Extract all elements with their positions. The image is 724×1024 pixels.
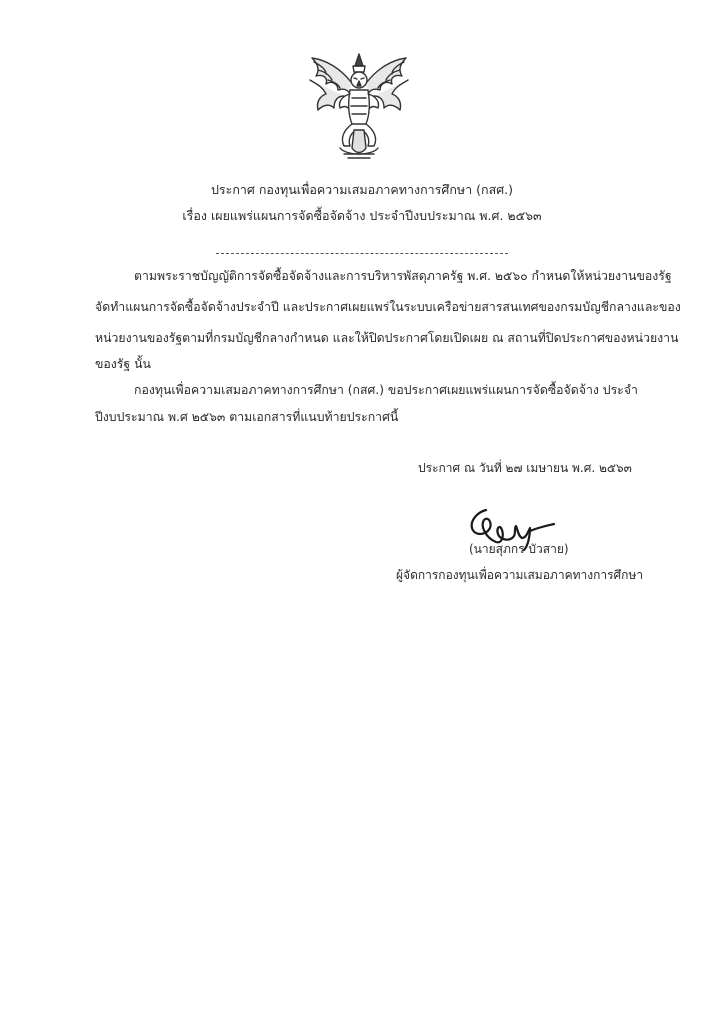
announcement-title: ประกาศ กองทุนเพื่อความเสมอภาคทางการศึกษา (กสศ.) bbox=[210, 182, 513, 197]
signer-name: (นายสุภกร บัวสาย) bbox=[469, 542, 569, 556]
signer-position: ผู้จัดการกองทุนเพื่อความเสมอภาคทางการศึกษา bbox=[396, 568, 644, 582]
divider bbox=[216, 253, 508, 254]
paragraph-1-line-2: จัดทำแผนการจัดซื้อจัดจ้างประจำปี และประกาศเผยแพร่ในระบบเครือข่ายสารสนเทศของกรมบัญชีกลางและของ bbox=[95, 300, 681, 314]
paragraph-1-line-4: ของรัฐ นั้น bbox=[95, 357, 151, 371]
paragraph-1-line-1: ตามพระราชบัญญัติการจัดซื้อจัดจ้างและการบริหารพัสดุภาครัฐ พ.ศ. ๒๕๖๐ กำหนดให้หน่วยงานของรัฐ bbox=[134, 269, 672, 283]
announcement-date: ประกาศ ณ วันที่ ๒๗ เมษายน พ.ศ. ๒๕๖๓ bbox=[418, 461, 632, 475]
paragraph-2-line-1: กองทุนเพื่อความเสมอภาคทางการศึกษา (กสศ.) ขอประกาศเผยแพร่แผนการจัดซื้อจัดจ้าง ประจำ bbox=[134, 383, 638, 397]
announcement-subject: เรื่อง เผยแพร่แผนการจัดซื้อจัดจ้าง ประจำปีงบประมาณ พ.ศ. ๒๕๖๓ bbox=[182, 208, 542, 223]
paragraph-1-line-3: หน่วยงานของรัฐตามที่กรมบัญชีกลางกำหนด และให้ปิดประกาศโดยเปิดเผย ณ สถานที่ปิดประกาศของหน่วยงาน bbox=[95, 331, 679, 345]
garuda-emblem-icon bbox=[304, 50, 414, 162]
paragraph-2-line-2: ปีงบประมาณ พ.ศ ๒๕๖๓ ตามเอกสารที่แนบท้ายประกาศนี้ bbox=[95, 410, 399, 424]
